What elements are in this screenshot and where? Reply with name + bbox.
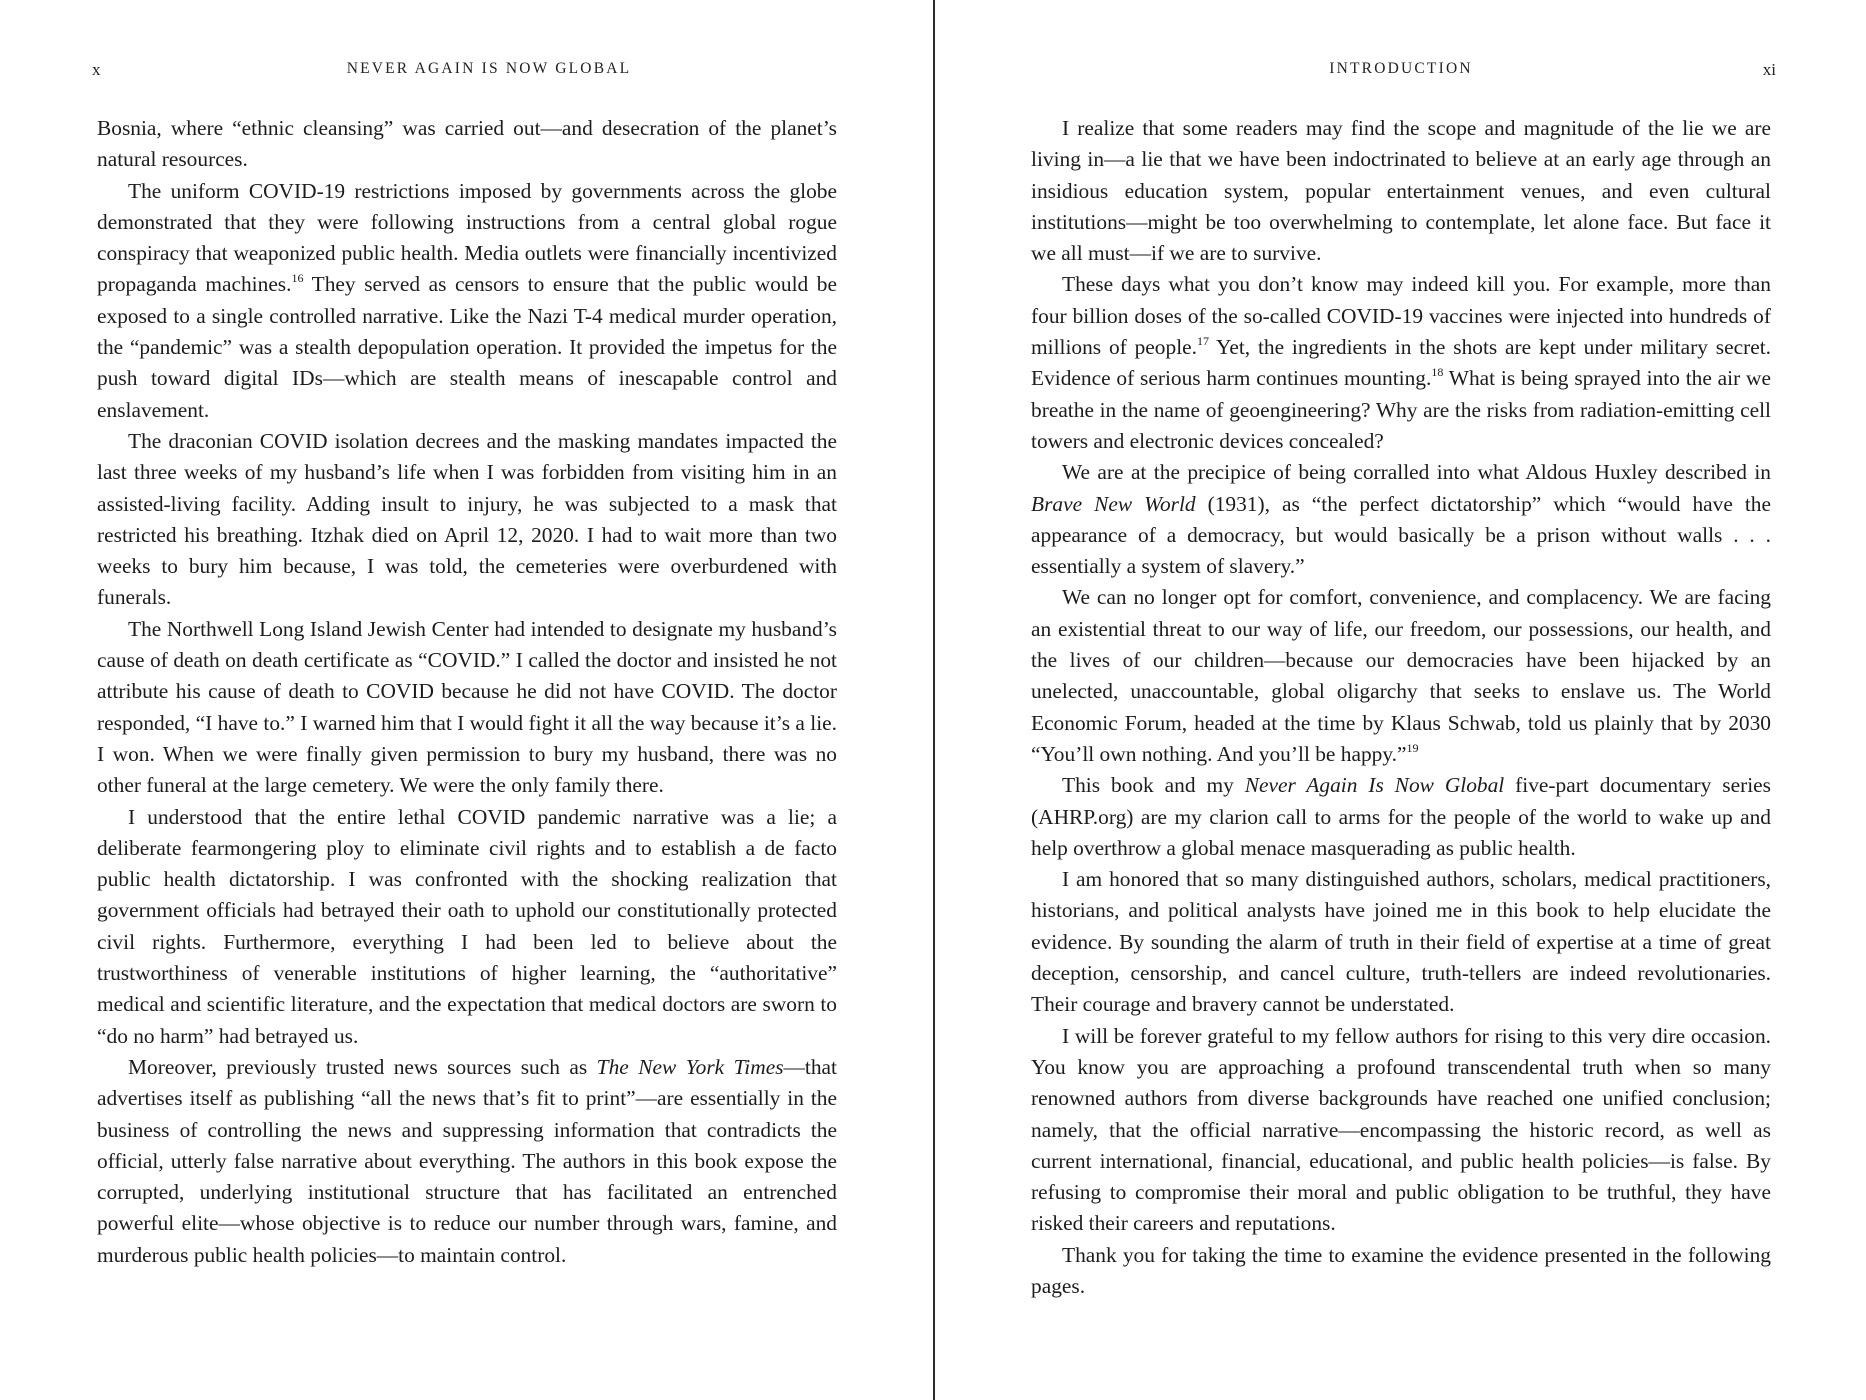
body-paragraph (97, 113, 837, 176)
left-page (92, 0, 837, 1400)
body-paragraph (1031, 1240, 1771, 1303)
italic-title: Never Again Is Now Global (1244, 773, 1505, 798)
text-run: I am honored that so many distinguished authors, scholars, medical practitioners, historians, and political analysts have joined me in this book to help elucidate the evidence. By sounding the alarm of truth in their field of expertise at a time of great deception, censorship, and cancel culture, truth-tellers are indeed revolutionaries. Their courage and bravery cannot be understated. (1031, 867, 1771, 1017)
left-page-number: x (92, 60, 101, 79)
body-paragraph (1031, 1021, 1771, 1240)
body-paragraph (1031, 457, 1771, 582)
text-run: Thank you for taking the time to examine the evidence presented in the following pages. (1031, 1242, 1771, 1298)
text-run: These days what you don’t know may indeed kill you. For example, more than four billion doses of the so-called COVID-19 vaccines were injected into hundreds of millions of people. (1031, 272, 1771, 360)
page-gutter-divider (933, 0, 935, 1400)
right-page (1031, 0, 1776, 1400)
text-run: five-part documentary series (AHRP.org) are my clarion call to arms for the people of the world to wake up and help overthrow a global menace masquerading as public health. (1031, 773, 1771, 860)
left-body-text (97, 113, 837, 1271)
body-paragraph (1031, 864, 1771, 1020)
text-run: Yet, the ingredients in the shots are kept under military secret. Evidence of serious harm continues mounting. (1031, 335, 1771, 391)
footnote-reference: 18 (1431, 365, 1444, 380)
text-run: Moreover, previously trusted news sources such as (128, 1054, 597, 1079)
text-run: We are at the precipice of being corralled into what Aldous Huxley described in (1062, 460, 1771, 485)
body-paragraph (97, 614, 837, 802)
footnote-reference: 19 (1406, 740, 1419, 755)
text-run: I understood that the entire lethal COVID pandemic narrative was a lie; a deliberate fearmongering ploy to eliminate civil rights and to establish a de facto public health dictatorship. I was confronted with the shocking realization that government officials had betrayed their oath to uphold our constitutionally protected civil rights. Furthermore, everything I had been led to believe about the trustworthiness of venerable institutions of higher learning, the “authoritative” medical and scientific literature, and the expectation that medical doctors are sworn to “do no harm” had betrayed us. (97, 804, 837, 1048)
footnote-reference: 16 (291, 271, 304, 286)
text-run: The uniform COVID-19 restrictions imposed by governments across the globe demonstrated that they were following instructions from a central global rogue conspiracy that weaponized public health. Media outlets were financially incentivized propaganda machines. (97, 178, 837, 297)
text-run: The draconian COVID isolation decrees and the masking mandates impacted the last three weeks of my husband’s life when I was forbidden from visiting him in an assisted-living facility. Adding insult to injury, he was subjected to a mask that restricted his breathing. Itzhak died on April 12, 2020. I had to wait more than two weeks to bury him because, I was told, the cemeteries were overburdened with funerals. (97, 428, 837, 610)
footnote-reference: 17 (1196, 334, 1209, 349)
right-page-number: xi (1762, 60, 1776, 79)
text-run: Bosnia, where “ethnic cleansing” was carried out—and desecration of the planet’s natural resources. (97, 116, 837, 172)
text-run: They served as censors to ensure that the public would be exposed to a single controlled narrative. Like the Nazi T-4 medical murder operation, the “pandemic” was a stealth depopulation operation. It provided the impetus for the push toward digital IDs—which are stealth means of inescapable control and enslavement. (97, 272, 837, 422)
italic-title: The New York Times (596, 1054, 784, 1079)
text-run: I realize that some readers may find the scope and magnitude of the lie we are living in—a lie that we have been indoctrinated to believe at an early age through an insidious education system, popular entertainment venues, and even cultural institutions—might be too overwhelming to contemplate, let alone face. But face it we all must—if we are to survive. (1031, 116, 1771, 266)
body-paragraph (1031, 113, 1771, 269)
text-run: I will be forever grateful to my fellow authors for rising to this very dire occasion. You know you are approaching a profound transcendental truth when so many renowned authors from diverse backgrounds have reached one unified conclusion; namely, that the official narrative—encompassing the historic record, as well as current international, financial, educational, and public health policies—is false. By refusing to compromise their moral and public obligation to be truthful, they have risked their careers and reputations. (1031, 1023, 1771, 1236)
left-running-head (92, 60, 837, 82)
body-paragraph (97, 1052, 837, 1271)
right-running-title: INTRODUCTION (1329, 60, 1473, 77)
body-paragraph (97, 176, 837, 426)
body-paragraph (97, 802, 837, 1052)
body-paragraph (97, 426, 837, 614)
body-paragraph (1031, 582, 1771, 770)
text-run: —that advertises itself as publishing “all the news that’s fit to print”—are essentially in the business of controlling the news and suppressing information that contradicts the official, utterly false narrative about everything. The authors in this book expose the corrupted, underlying institutional structure that has facilitated an entrenched powerful elite—whose objective is to reduce our number through wars, famine, and murderous public health policies—to maintain control. (97, 1054, 837, 1267)
text-run: (1931), as “the perfect dictatorship” which “would have the appearance of a democracy, but would basically be a prison without walls . . . essentially a system of slavery.” (1031, 491, 1771, 579)
left-running-title: NEVER AGAIN IS NOW GLOBAL (346, 60, 632, 77)
text-run: What is being sprayed into the air we breathe in the name of geoengineering? Why are the risks from radiation-emitting cell towers and electronic devices concealed? (1031, 366, 1771, 453)
right-running-head (1031, 60, 1776, 82)
body-paragraph (1031, 269, 1771, 457)
text-run: This book and my (1062, 773, 1245, 798)
body-paragraph (1031, 770, 1771, 864)
text-run: The Northwell Long Island Jewish Center had intended to designate my husband’s cause of death on death certificate as “COVID.” I called the doctor and insisted he not attribute his cause of death to COVID because he did not have COVID. The doctor responded, “I have to.” I warned him that I would fight it all the way because it’s a lie. I won. When we were finally given permission to bury my husband, there was no other funeral at the large cemetery. We were the only family there. (97, 616, 837, 798)
text-run: We can no longer opt for comfort, convenience, and complacency. We are facing an existential threat to our way of life, our freedom, our possessions, our health, and the lives of our children—because our democracies have been hijacked by an unelected, unaccountable, global oligarchy that seeks to enslave us. The World Economic Forum, headed at the time by Klaus Schwab, told us plainly that by 2030 “You’ll own nothing. And you’ll be happy.” (1031, 585, 1771, 766)
italic-title: Brave New World (1031, 491, 1196, 516)
right-body-text (1031, 113, 1771, 1302)
